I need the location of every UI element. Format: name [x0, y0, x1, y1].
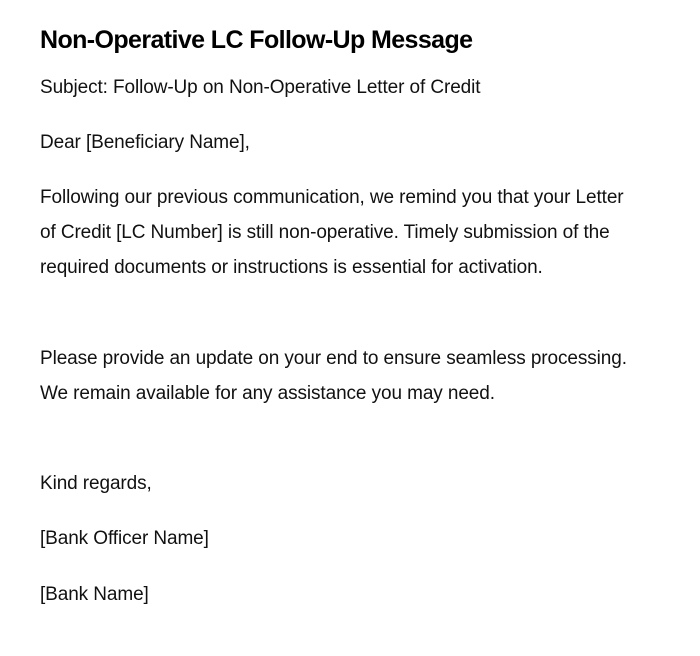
document-title: Non-Operative LC Follow-Up Message	[40, 26, 473, 54]
signature-bank: [Bank Name]	[40, 584, 149, 605]
closing: Kind regards,	[40, 473, 152, 494]
signature-name: [Bank Officer Name]	[40, 528, 209, 549]
body-paragraph: Following our previous communication, we remind you that your Letter of Credit [LC Number] is still non-operative. Timely submission of the required documents or instructions is essential for activation.	[40, 187, 624, 278]
body-paragraph: Please provide an update on your end to ensure seamless processing. We remain available for any assistance you may need.	[40, 348, 627, 404]
subject-line: Subject: Follow-Up on Non-Operative Letter of Credit	[40, 77, 481, 98]
salutation: Dear [Beneficiary Name],	[40, 132, 250, 153]
